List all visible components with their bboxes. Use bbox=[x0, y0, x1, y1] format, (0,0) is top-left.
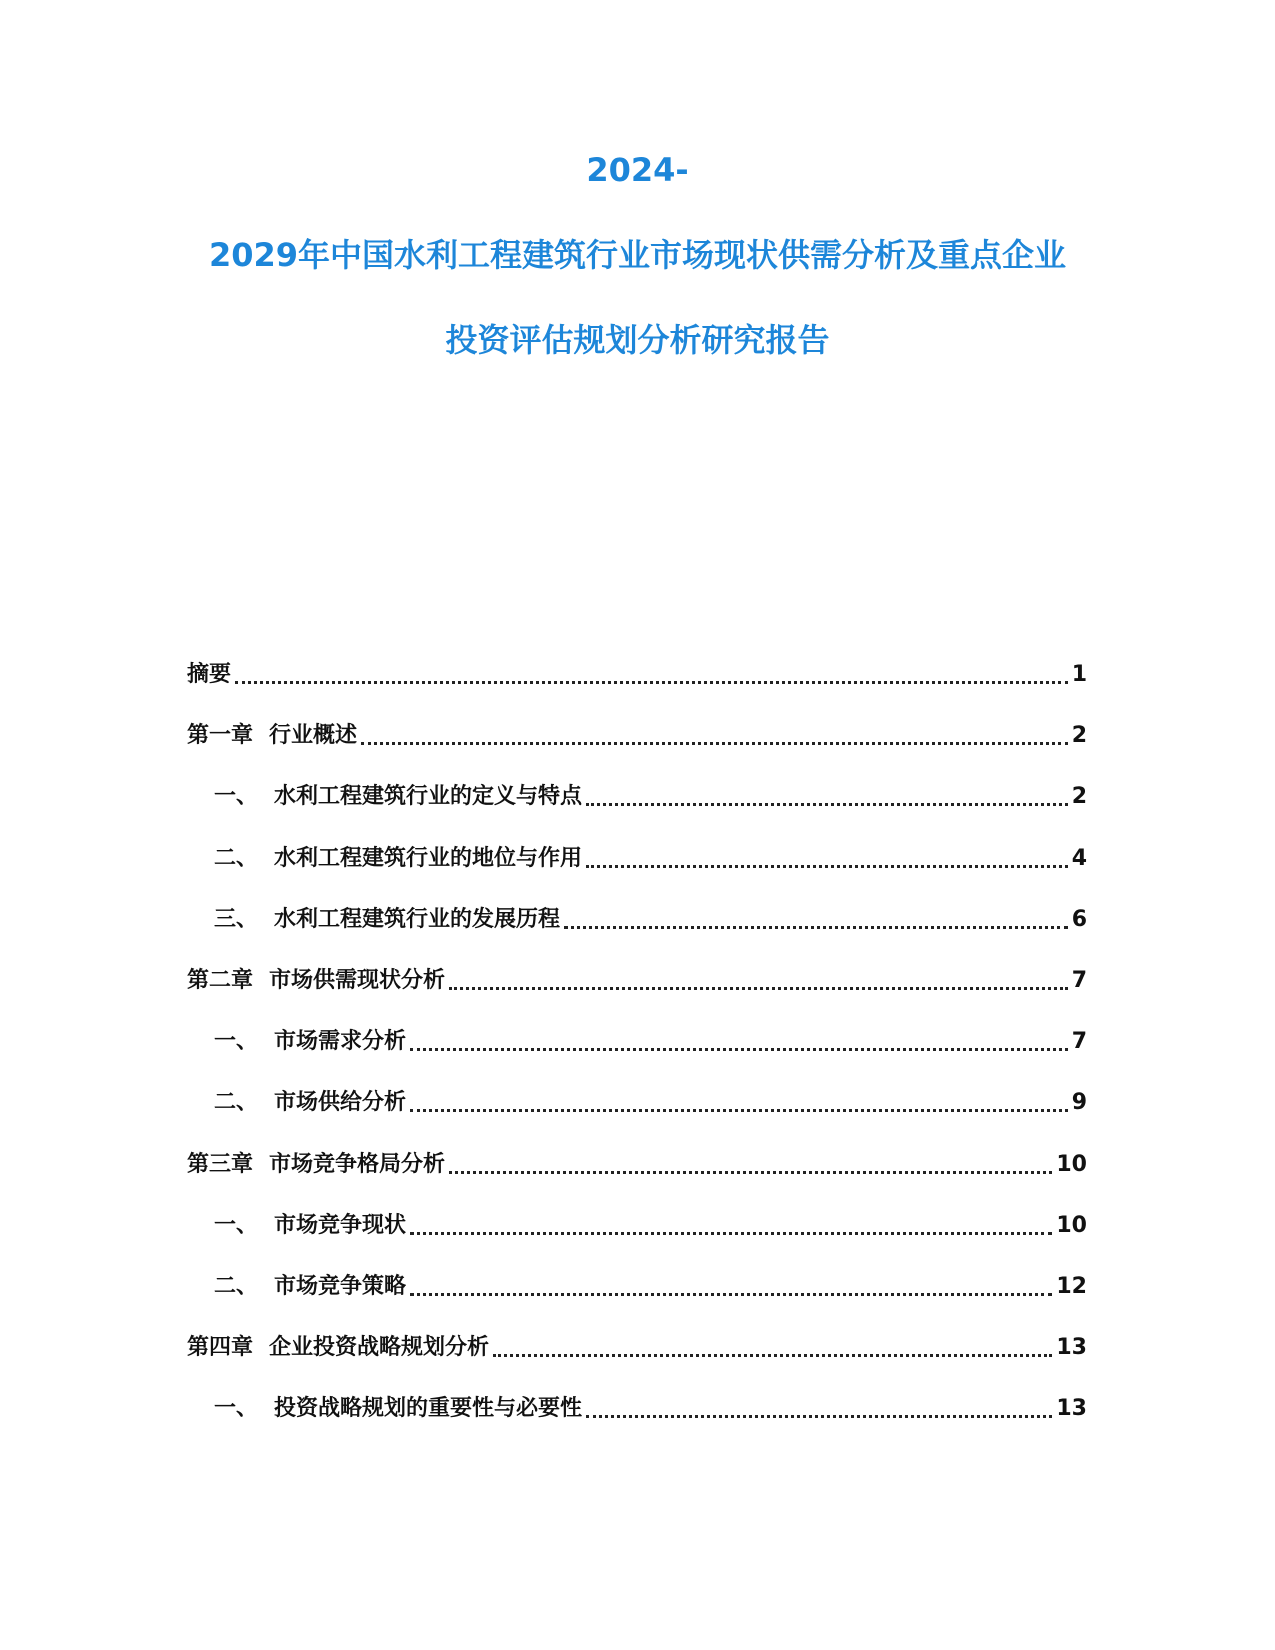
toc-entry-label bbox=[187, 782, 582, 812]
toc-entry-text: 水利工程建筑行业的地位与作用 bbox=[274, 845, 583, 871]
toc-page-number: 6 bbox=[1071, 906, 1087, 932]
toc-entry-text: 水利工程建筑行业的定义与特点 bbox=[274, 784, 583, 810]
toc-entry-number: 一、 bbox=[214, 1396, 259, 1422]
toc-entry-number: 三、 bbox=[214, 906, 259, 932]
toc-entry-label bbox=[187, 660, 231, 690]
toc-page-number: 13 bbox=[1056, 1335, 1087, 1361]
toc-entry[interactable] bbox=[187, 1017, 1087, 1057]
toc-entry-text: 市场竞争格局分析 bbox=[269, 1151, 446, 1177]
toc-entry[interactable] bbox=[187, 1078, 1087, 1118]
toc-entry-label bbox=[187, 844, 582, 874]
toc-entry-text: 市场供给分析 bbox=[274, 1090, 407, 1116]
toc-entry-label bbox=[187, 1272, 406, 1302]
toc-entry-label bbox=[187, 1088, 406, 1118]
toc-dot-leader bbox=[586, 782, 1068, 812]
toc-entry-text: 市场竞争策略 bbox=[274, 1274, 407, 1299]
toc-entry-label bbox=[187, 1150, 445, 1180]
toc-entry-number: 一、 bbox=[214, 1029, 259, 1055]
toc-dot-leader bbox=[449, 966, 1068, 996]
toc-dot-leader bbox=[410, 1272, 1052, 1302]
toc-entry[interactable] bbox=[187, 1323, 1087, 1363]
toc-entry-label bbox=[187, 1211, 406, 1241]
toc-entry[interactable] bbox=[187, 711, 1087, 751]
toc-entry-number: 二、 bbox=[214, 1090, 259, 1116]
toc-entry-number: 第四章 bbox=[187, 1335, 254, 1361]
toc-entry-number: 一、 bbox=[214, 1212, 259, 1238]
toc-entry-text: 投资战略规划的重要性与必要性 bbox=[274, 1396, 583, 1422]
toc-entry-text: 市场需求分析 bbox=[274, 1029, 407, 1055]
toc-entry[interactable] bbox=[187, 1140, 1087, 1180]
toc-entry-text: 摘要 bbox=[187, 662, 232, 687]
toc-dot-leader bbox=[410, 1088, 1068, 1118]
toc-page-number: 9 bbox=[1071, 1090, 1087, 1116]
toc-entry-number: 二、 bbox=[214, 1274, 259, 1299]
toc-page-number: 7 bbox=[1071, 968, 1087, 993]
toc-entry[interactable] bbox=[187, 1201, 1087, 1241]
toc-dot-leader bbox=[586, 844, 1068, 874]
toc-entry-number: 二、 bbox=[214, 845, 259, 871]
toc-entry-label bbox=[187, 1333, 489, 1363]
toc-entry[interactable] bbox=[187, 956, 1087, 996]
toc-dot-leader bbox=[493, 1333, 1052, 1363]
toc-entry-label bbox=[187, 905, 560, 935]
title-line-3: 投资评估规划分析研究报告 bbox=[445, 321, 830, 359]
toc-entry-number: 第一章 bbox=[187, 723, 254, 749]
toc-entry-text: 市场竞争现状 bbox=[274, 1212, 407, 1238]
toc-entry-number: 第二章 bbox=[187, 968, 254, 993]
toc-dot-leader bbox=[449, 1150, 1052, 1180]
toc-entry-label bbox=[187, 966, 445, 996]
toc-entry-label bbox=[187, 1027, 406, 1057]
toc-entry-text: 市场供需现状分析 bbox=[269, 968, 446, 993]
toc-entry-number: 一、 bbox=[214, 784, 259, 810]
toc-page-number: 2 bbox=[1071, 784, 1087, 810]
toc-dot-leader bbox=[564, 905, 1068, 935]
title-line-2: 2029年中国水利工程建筑行业市场现状供需分析及重点企业 bbox=[208, 236, 1067, 274]
toc-entry[interactable] bbox=[187, 895, 1087, 935]
toc-page-number: 4 bbox=[1071, 845, 1087, 871]
toc-page-number: 10 bbox=[1056, 1212, 1087, 1238]
toc-page-number: 12 bbox=[1056, 1274, 1087, 1299]
toc-entry-text: 水利工程建筑行业的发展历程 bbox=[274, 906, 561, 932]
toc-dot-leader bbox=[410, 1027, 1068, 1057]
toc-dot-leader bbox=[235, 660, 1068, 690]
toc-entry-label bbox=[187, 1394, 582, 1424]
title-line-1: 2024- bbox=[586, 151, 689, 189]
toc-page-number: 10 bbox=[1056, 1151, 1087, 1177]
toc-entry-text: 行业概述 bbox=[269, 723, 358, 749]
toc-entry-number: 第三章 bbox=[187, 1151, 254, 1177]
toc-page-number: 2 bbox=[1071, 723, 1087, 749]
toc-entry[interactable] bbox=[187, 650, 1087, 690]
toc-dot-leader bbox=[586, 1394, 1052, 1424]
toc-entry-label bbox=[187, 721, 357, 751]
toc-entry[interactable] bbox=[187, 772, 1087, 812]
toc-page-number: 13 bbox=[1056, 1396, 1087, 1422]
toc-entry[interactable] bbox=[187, 1384, 1087, 1424]
toc-dot-leader bbox=[410, 1211, 1052, 1241]
toc-entry[interactable] bbox=[187, 834, 1087, 874]
toc-entry[interactable] bbox=[187, 1262, 1087, 1302]
toc-page-number: 7 bbox=[1071, 1029, 1087, 1055]
toc-entry-text: 企业投资战略规划分析 bbox=[269, 1335, 490, 1361]
toc-dot-leader bbox=[361, 721, 1068, 751]
toc-page-number: 1 bbox=[1071, 662, 1087, 687]
